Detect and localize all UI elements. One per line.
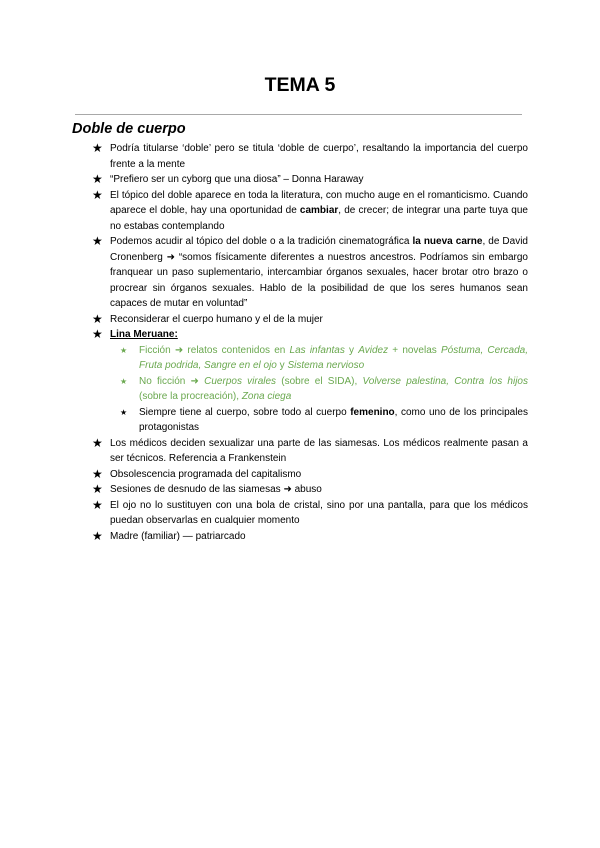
emphasis: cambiar	[299, 205, 339, 216]
star-bullet-icon: ★	[92, 187, 103, 202]
list-item-heading: Lina Meruane:	[110, 329, 178, 340]
list-item-text: Obsolescencia programada del capitalismo	[110, 468, 302, 480]
star-bullet-icon: ★	[92, 497, 103, 512]
list-item	[92, 482, 528, 498]
star-bullet-icon: ★	[120, 407, 128, 417]
list-item	[92, 234, 528, 312]
list-item-text: El tópico del doble aparece en toda la literatura, con mucho auge en el romanticismo. Cuando aparece el doble, hay una oportunidad de cambiar, de crecer; de integrar una parte tuya que no estabas contemplando	[110, 189, 528, 232]
list-item-text: Sesiones de desnudo de las siamesas ➜ abuso	[110, 484, 322, 495]
title-divider	[75, 114, 522, 115]
list-item	[92, 436, 528, 467]
list-item	[92, 529, 528, 545]
sub-list-item	[92, 405, 528, 436]
emphasis: femenino	[350, 406, 395, 418]
list-item-text: “Prefiero ser un cyborg que una diosa” – Donna Haraway	[110, 174, 364, 185]
list-item	[92, 467, 528, 483]
list-item-text: Los médicos deciden sexualizar una parte de las siamesas. Los médicos realmente pasan a ser técnicos. Referencia a Frankenstein	[110, 437, 528, 464]
star-bullet-icon: ★	[92, 172, 103, 186]
sub-list-item-text: Ficción ➜ relatos contenidos en Las infantas y Avidez + novelas Póstuma, Cercada, Fruta podrida, Sangre en el ojo y Sistema nervioso	[139, 344, 528, 371]
bullet-list	[92, 141, 528, 544]
list-item-text: Madre (familiar) — patriarcado	[110, 530, 246, 542]
list-item-text: Podemos acudir al tópico del doble o a la tradición cinematográfica la nueva carne, de David Cronenberg ➜ “somos físicamente diferentes a nuestros ancestros. Podríamos sin embargo franquear un paso suplementario, intercambiar órganos sexuales, hacer brotar otro brazo o procrear sin órganos sexuales. Hablo de la posibilidad de que los seres humanos sean capaces de mutar en voluntad”	[110, 236, 528, 309]
list-item	[92, 327, 528, 343]
section-heading: Doble de cuerpo	[72, 121, 186, 137]
emphasis: la nueva carne	[412, 236, 483, 247]
list-item	[92, 172, 528, 188]
list-item-text: Reconsiderar el cuerpo humano y el de la mujer	[110, 313, 323, 325]
star-bullet-icon: ★	[92, 327, 103, 341]
star-bullet-icon: ★	[92, 482, 103, 496]
star-bullet-icon: ★	[92, 466, 103, 481]
star-bullet-icon: ★	[120, 345, 128, 355]
sub-list-item-text: Siempre tiene al cuerpo, sobre todo al cuerpo femenino, como uno de los principales protagonistas	[139, 406, 528, 433]
star-bullet-icon: ★	[120, 376, 128, 386]
list-item-text: El ojo no lo sustituyen con una bola de cristal, sino por una pantalla, para que los médicos puedan observarlas en cualquier momento	[110, 499, 528, 526]
sub-list-item	[92, 374, 528, 405]
list-item	[92, 312, 528, 328]
star-bullet-icon: ★	[92, 435, 103, 450]
list-item-text: Podría titularse ‘doble’ pero se titula ‘doble de cuerpo’, resaltando la importancia del cuerpo frente a la mente	[110, 143, 528, 170]
page-title: TEMA 5	[264, 74, 336, 96]
list-item	[92, 141, 528, 172]
star-bullet-icon: ★	[92, 234, 103, 248]
star-bullet-icon: ★	[92, 141, 103, 155]
list-item	[92, 498, 528, 529]
sub-list-item-text: No ficción ➜ Cuerpos virales (sobre el SIDA), Volverse palestina, Contra los hijos (sobre la procreación), Zona ciega	[139, 375, 528, 402]
star-bullet-icon: ★	[92, 528, 103, 543]
list-item	[92, 188, 528, 235]
star-bullet-icon: ★	[92, 311, 103, 326]
sub-list-item	[92, 343, 528, 374]
